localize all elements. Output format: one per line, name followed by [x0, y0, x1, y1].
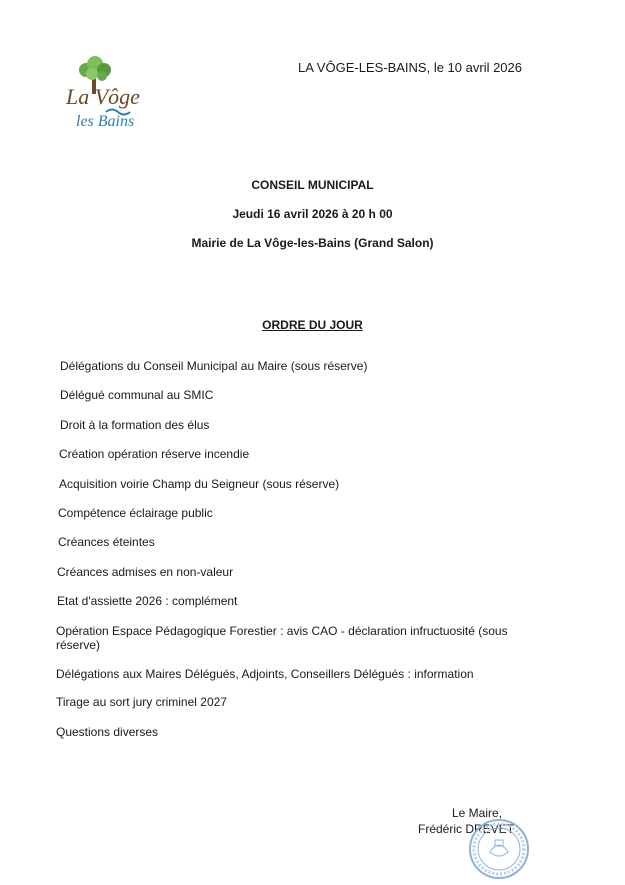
logo-text-line1: La Vôge — [66, 84, 140, 109]
agenda-item: Créances admises en non-valeur — [57, 565, 234, 579]
agenda-item: Opération Espace Pédagogique Forestier : avis CAO - déclaration infructuosité (sous réserve) — [56, 624, 508, 652]
meeting-location: Mairie de La Vôge-les-Bains (Grand Salon) — [191, 236, 434, 250]
agenda-item: Acquisition voirie Champ du Seigneur (sous réserve) — [59, 477, 340, 491]
logo-text-line2: les Bains — [76, 113, 135, 130]
agenda-item: Questions diverses — [56, 725, 159, 739]
meeting-datetime: Jeudi 16 avril 2026 à 20 h 00 — [232, 207, 393, 221]
signatory-name: Frédéric DREVET — [418, 822, 515, 836]
municipality-logo — [62, 56, 162, 136]
agenda-item: Délégations aux Maires Délégués, Adjoints, Conseillers Délégués : information — [56, 667, 474, 681]
agenda-item: Délégations du Conseil Municipal au Maire (sous réserve) — [60, 359, 368, 373]
agenda-item: Compétence éclairage public — [58, 506, 213, 520]
signatory-role: Le Maire, — [452, 806, 503, 820]
agenda-item: Création opération réserve incendie — [59, 447, 250, 461]
agenda-item: Créances éteintes — [58, 535, 155, 549]
agenda-item: Tirage au sort jury criminel 2027 — [56, 695, 227, 709]
agenda-item: Etat d'assiette 2026 : complément — [57, 594, 238, 608]
agenda-item: Délégué communal au SMIC — [60, 388, 214, 402]
agenda-item: Droit à la formation des élus — [60, 418, 210, 432]
agenda-heading: ORDRE DU JOUR — [262, 318, 363, 332]
official-stamp-icon — [468, 818, 530, 880]
meeting-title: CONSEIL MUNICIPAL — [251, 178, 374, 192]
place-and-date: LA VÔGE-LES-BAINS, le 10 avril 2026 — [298, 60, 522, 75]
